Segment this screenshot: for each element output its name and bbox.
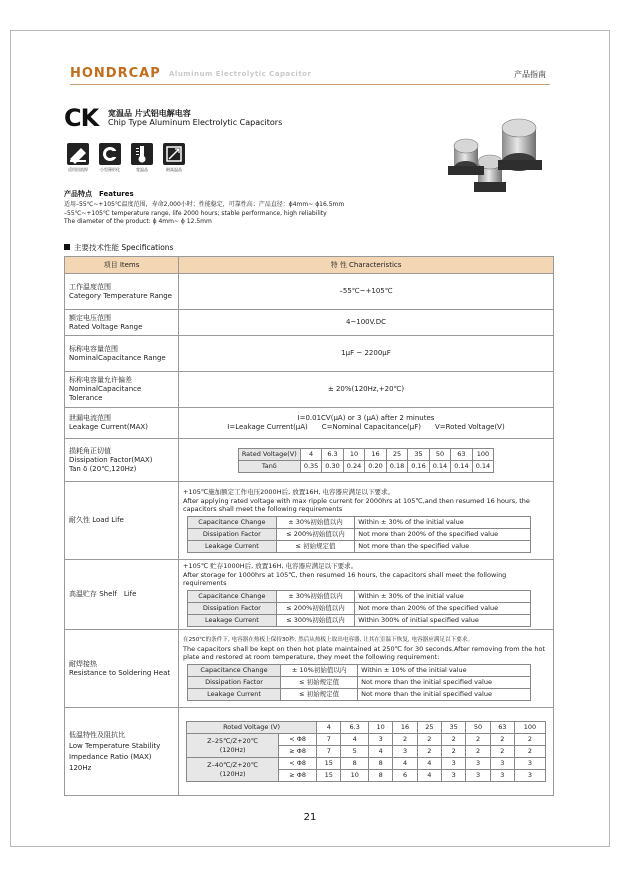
low-temp-table: Roted Voltage (V) 4 6.3 10 16 25 35 50 63 100 Z–25℃/Z+20℃ (120Hz) < Φ8 7 4 3 2 2 2 2 2 2 ≥ Φ8 7 5 4 3 2 2 2 2 2 Z–40℃/Z+20℃ (120Hz) < Φ8 15 8 8 4 4 3 3 3 3 ≥ Φ8 15 10 8 6 4 3 3 3 3 <box>186 721 546 782</box>
feature-icons <box>64 143 234 179</box>
brand-logo: HONDRCAP <box>70 66 161 81</box>
features-line-en: –55℃~+105℃ temperature range, life 2000 hours; stable performance, high reliability <box>64 209 327 217</box>
page-header <box>70 66 550 84</box>
spec-row-shelf-life: 高温贮存 Shelf Life +105℃ 贮存1000H后, 放置16H, 电容器应满足以下要求。 After storage for 1000hrs at 105℃, then resumed 16 hours, the capacitors shall meet the following requirements Capacitance Change ± 30%初始值以内 Within ± 30% of the initial value Dissipation Factor ≤ 200%初始值以内 Not more than 200% of the specified value Leakage Current ≤ 300%初始值以内 Within 300% of initial specified value <box>65 560 554 630</box>
small-size-icon: 小型薄形化 <box>96 143 124 179</box>
spec-row-capacitance: 标称电容量范围 NominalCapacitance Range 1μF ~ 2200μF <box>65 336 554 372</box>
spec-row-voltage: 额定电压范围 Rated Voltage Range 4~100V.DC <box>65 310 554 336</box>
wide-temp-icon: 宽温品 <box>128 143 156 179</box>
spec-row-leakage: 泄漏电流范围 Leakage Current(MAX) I=0.01CV(μA) or 3 (μA) after 2 minutes I=Leakage Current(μA) C=Nominal Capacitance(μF) V=Roted Voltage(V) <box>65 408 554 439</box>
spec-row-soldering: 耐焊接热 Resistance to Soldering Heat 在250℃的条件下, 电容器在热板上保持30秒, 然后从热板上取出电容器, 让其在室温下恢复, 电容器应满足以下要求。 The capacitors shall be kept on then hot plate maintained at 250℃ for 30 seconds.After removing from the hot plate and restored at room temperature, they meet the following requirement: Capacitance Change ± 10%初始值以内 Within ± 10% of the initial value Dissipation Factor ≤ 初始规定值 Not more than the initial specified value Leakage Current ≤ 初始规定值 Not more than the initial specified value <box>65 630 554 708</box>
page-number: 21 <box>303 812 317 823</box>
reflow-icon: 适用回流焊 <box>64 143 92 179</box>
features-diameter: The diameter of the product: ϕ 4mm~ ϕ 12.5mm <box>64 218 212 225</box>
spec-row-tolerance: 标称电容量允许偏差 NominalCapacitance Tolerance ± 20%(120Hz,+20℃) <box>65 372 554 408</box>
features-title: 产品特点 Features <box>64 190 134 198</box>
product-image <box>432 118 556 210</box>
brand-subtitle: Aluminum Electrolytic Capacitor <box>169 70 312 78</box>
spec-table <box>64 256 554 796</box>
spec-row-low-temp: 低温特性及阻抗比 Low Temperature Stability Impedance Ratio (MAX) 120Hz Roted Voltage (V) 4 6.3 10 16 25 35 50 63 100 Z–25℃/Z+20℃ (120Hz) < Φ8 7 4 3 2 2 2 2 2 2 ≥ Φ8 7 5 4 3 2 2 2 2 2 Z–40℃/Z+20℃ (120Hz) < Φ8 15 8 8 4 4 3 3 3 3 ≥ Φ8 15 10 8 6 4 3 3 3 3 <box>65 708 554 796</box>
spec-row-load-life: 耐久性 Load Life +105℃施加额定工作电压2000H后, 放置16H, 电容器应满足以下要求。 After applying rated voltage with max ripple current for 2000hrs at 105℃,and then resumed 16 hours, the capacitors shall meet the following requirements Capacitance Change ± 30%初始值以内 Within ± 30% of the initial value Dissipation Factor ≤ 200%初始值以内 Not more than 200% of the specified value Leakage Current ≤ 初始规定值 Not more than the specified value <box>65 482 554 560</box>
shelf-life-table: Capacitance Change ± 30%初始值以内 Within ± 30% of the initial value Dissipation Factor ≤ 200%初始值以内 Not more than 200% of the specified value Leakage Current ≤ 300%初始值以内 Within 300% of initial specified value <box>187 590 531 627</box>
series-title-en: Chip Type Aluminum Electrolytic Capacitors <box>108 118 283 127</box>
features-text <box>64 201 484 227</box>
spec-row-dissipation: 损耗角正切值 Dissipation Factor(MAX) Tan δ (20℃,120Hz) Rated Voltage(V) 4 6.3 10 16 25 35 50 63 100 Tanδ 0.35 0.30 0.24 0.20 0.18 0.16 0.14 0.14 0.14 <box>65 439 554 482</box>
header-divider <box>70 84 550 85</box>
spec-row-temp: 工作温度范围 Category Temperature Range –55℃~+105℃ <box>65 274 554 310</box>
dissipation-table: Rated Voltage(V) 4 6.3 10 16 25 35 50 63 100 Tanδ 0.35 0.30 0.24 0.20 0.18 0.16 0.14 0.14 0.14 <box>238 448 494 473</box>
spec-header-row <box>65 257 554 274</box>
load-life-table: Capacitance Change ± 30%初始值以内 Within ± 30% of the initial value Dissipation Factor ≤ 200%初始值以内 Not more than 200% of the specified value Leakage Current ≤ 初始规定值 Not more than the specified value <box>187 516 531 553</box>
section-label: 产品指南 <box>514 70 546 79</box>
features-line-cn: 适用–55℃~+105℃温度范围，寿命2,000小时；性能稳定，可靠性高；产品直径：ϕ4mm~ ϕ16.5mm <box>64 201 345 208</box>
soldering-table: Capacitance Change ± 10%初始值以内 Within ± 10% of the initial value Dissipation Factor ≤ 初始规定值 Not more than the initial specified value Leakage Current ≤ 初始规定值 Not more than the initial specified value <box>187 664 531 701</box>
spec-head-items: 项目 Items <box>65 257 179 274</box>
series-code: CK <box>64 104 99 132</box>
spec-head-characteristics: 特 性 Characteristics <box>179 257 554 274</box>
series-title-cn: 宽温品 片式铝电解电容 <box>108 109 191 118</box>
rohs-icon: 耐高温品 <box>160 143 188 179</box>
spec-title: 主要技术性能 Specifications <box>64 242 173 253</box>
